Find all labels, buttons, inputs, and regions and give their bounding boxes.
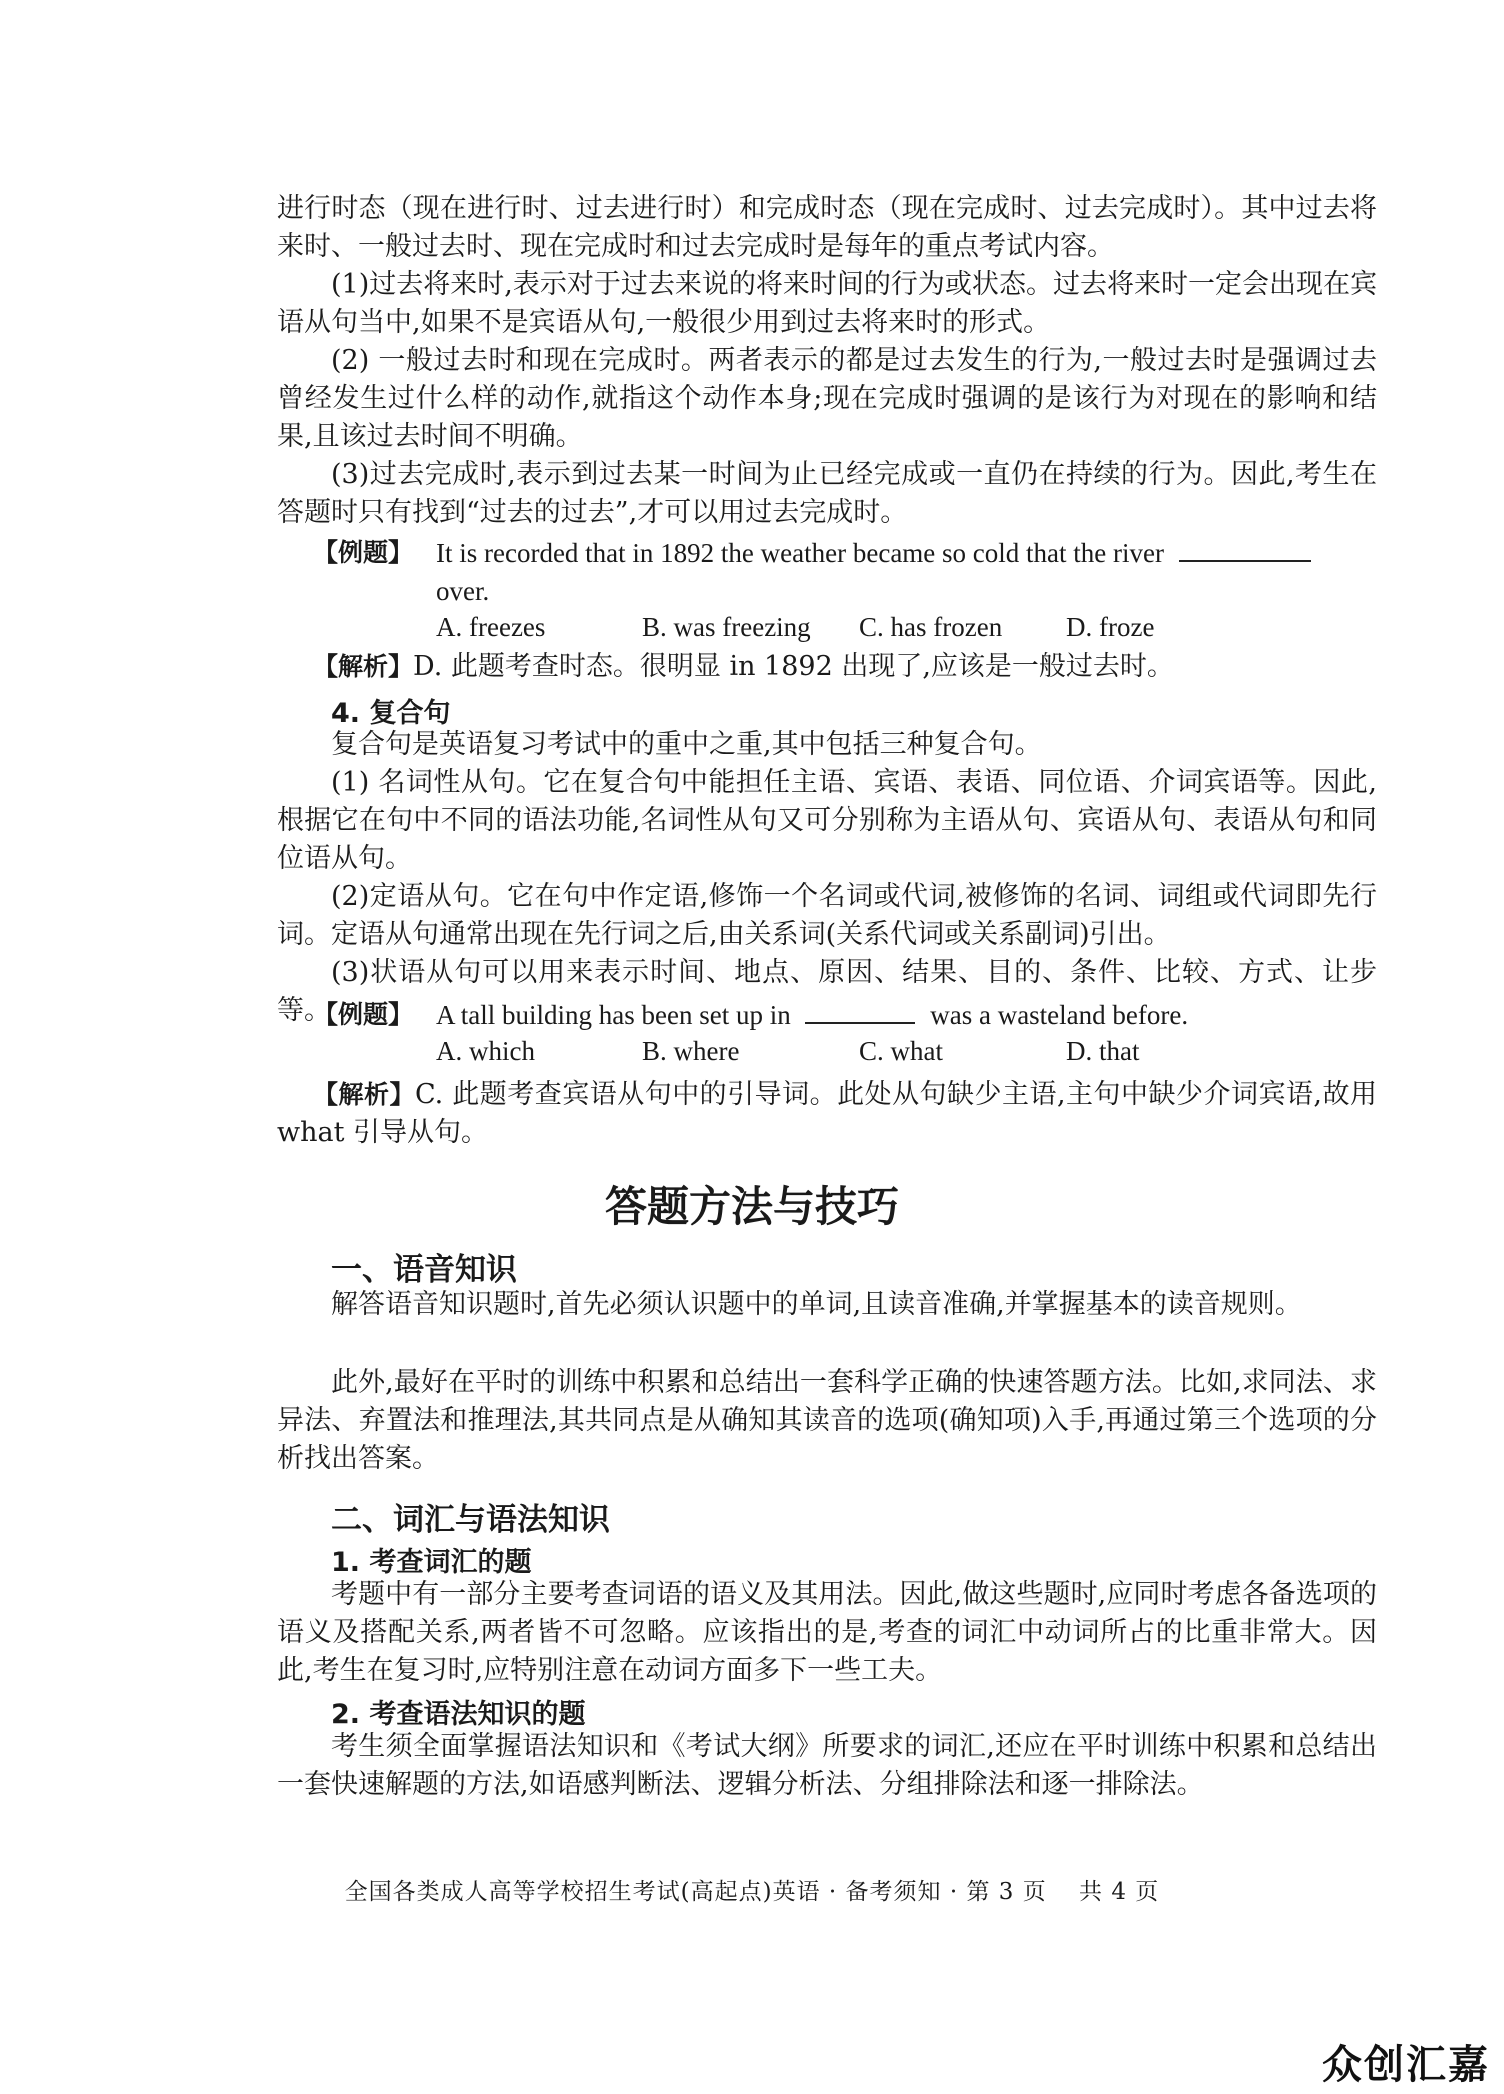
answer-blank — [805, 998, 915, 1024]
page-footer: 全国各类成人高等学校招生考试(高起点)英语 · 备考须知 · 第 3 页 共 4 页 — [344, 1879, 1160, 1905]
option-b: B. where — [642, 1036, 740, 1066]
question-text-after: was a wasteland before. — [930, 1000, 1189, 1030]
option-c: C. what — [859, 1036, 943, 1066]
paragraph-adverbial-clause: (3)状语从句可以用来表示时间、地点、原因、结果、目的、条件、比较、方式、让步等。 — [277, 957, 1377, 1026]
option-d: D. froze — [1066, 612, 1155, 642]
option-c: C. has frozen — [859, 612, 1003, 642]
paragraph-future-in-past: (1)过去将来时,表示对于过去来说的将来时间的行为或状态。过去将来时一定会出现在宾语从句当中,如果不是宾语从句,一般很少用到过去将来时的形式。 — [277, 269, 1377, 338]
analysis-text: C. 此题考查宾语从句中的引导词。此处从句缺少主语,主句中缺少介词宾语,故用 what 引导从句。 — [277, 1079, 1377, 1148]
part-2-heading: 二、词汇与语法知识 — [331, 1502, 610, 1538]
analysis-text: D. 此题考查时态。很明显 in 1892 出现了,应该是一般过去时。 — [413, 651, 1174, 682]
option-b: B. was freezing — [642, 612, 811, 642]
answer-blank — [1179, 536, 1311, 562]
analysis-tag: 【解析】 — [313, 652, 414, 681]
example-tag: 【例题】 — [313, 1000, 414, 1029]
question-text-after: over. — [436, 576, 490, 606]
part-2-sub-2: 2. 考查语法知识的题 — [331, 1699, 586, 1730]
section-4-heading: 4. 复合句 — [331, 698, 451, 729]
paragraph-phonetics-1: 解答语音知识题时,首先必须认识题中的单词,且读音准确,并掌握基本的读音规则。 — [331, 1289, 1302, 1320]
option-a: A. freezes — [436, 612, 546, 642]
example-2-analysis — [277, 1076, 1377, 1152]
question-text-before: A tall building has been set up in — [436, 1000, 791, 1030]
part-1-heading: 一、语音知识 — [331, 1252, 517, 1288]
question-text-before: It is recorded that in 1892 the weather became so cold that the river — [436, 538, 1164, 568]
option-d: D. that — [1066, 1036, 1140, 1066]
main-title: 答题方法与技巧 — [604, 1182, 899, 1231]
option-a: A. which — [436, 1036, 535, 1066]
example-question — [436, 534, 1376, 610]
analysis-tag: 【解析】 — [313, 1080, 415, 1109]
example-tag: 【例题】 — [313, 538, 414, 567]
watermark-logo: 众创汇嘉 — [1322, 2042, 1490, 2088]
example-question — [436, 996, 1376, 1034]
paragraph-past-perfect: (3)过去完成时,表示到过去某一时间为止已经完成或一直仍在持续的行为。因此,考生在答题时只有找到“过去的过去”,才可以用过去完成时。 — [277, 459, 1377, 528]
paragraph-noun-clause: (1) 名词性从句。它在复合句中能担任主语、宾语、表语、同位语、介词宾语等。因此,根据它在句中不同的语法功能,名词性从句又可分别称为主语从句、宾语从句、表语从句和同位语从句。 — [277, 767, 1377, 874]
paragraph-vocabulary: 考题中有一部分主要考查词语的语义及其用法。因此,做这些题时,应同时考虑各备选项的语义及搭配关系,两者皆不可忽略。应该指出的是,考查的词汇中动词所占的比重非常大。因此,考生在复习时,应特别注意在动词方面多下一些工夫。 — [277, 1579, 1377, 1686]
part-2-sub-1: 1. 考查词汇的题 — [331, 1547, 532, 1578]
example-1-analysis — [313, 648, 1377, 686]
paragraph-simple-past-present-perfect: (2) 一般过去时和现在完成时。两者表示的都是过去发生的行为,一般过去时是强调过去曾经发生过什么样的动作,就指这个动作本身;现在完成时强调的是该行为对现在的影响和结果,且该过去时间不明确。 — [277, 345, 1377, 452]
paragraph-attributive-clause: (2)定语从句。它在句中作定语,修饰一个名词或代词,被修饰的名词、词组或代词即先行词。定语从句通常出现在先行词之后,由关系词(关系代词或关系副词)引出。 — [277, 881, 1377, 950]
paragraph-tenses-intro: 进行时态（现在进行时、过去进行时）和完成时态（现在完成时、过去完成时）。其中过去将来时、一般过去时、现在完成时和过去完成时是每年的重点考试内容。 — [277, 193, 1377, 262]
paragraph-grammar: 考生须全面掌握语法知识和《考试大纲》所要求的词汇,还应在平时训练中积累和总结出一套快速解题的方法,如语感判断法、逻辑分析法、分组排除法和逐一排除法。 — [277, 1731, 1377, 1800]
paragraph-compound-intro: 复合句是英语复习考试中的重中之重,其中包括三种复合句。 — [331, 729, 1042, 760]
paragraph-phonetics-2: 此外,最好在平时的训练中积累和总结出一套科学正确的快速答题方法。比如,求同法、求异法、弃置法和推理法,其共同点是从确知其读音的选项(确知项)入手,再通过第三个选项的分析找出答案。 — [277, 1367, 1377, 1474]
